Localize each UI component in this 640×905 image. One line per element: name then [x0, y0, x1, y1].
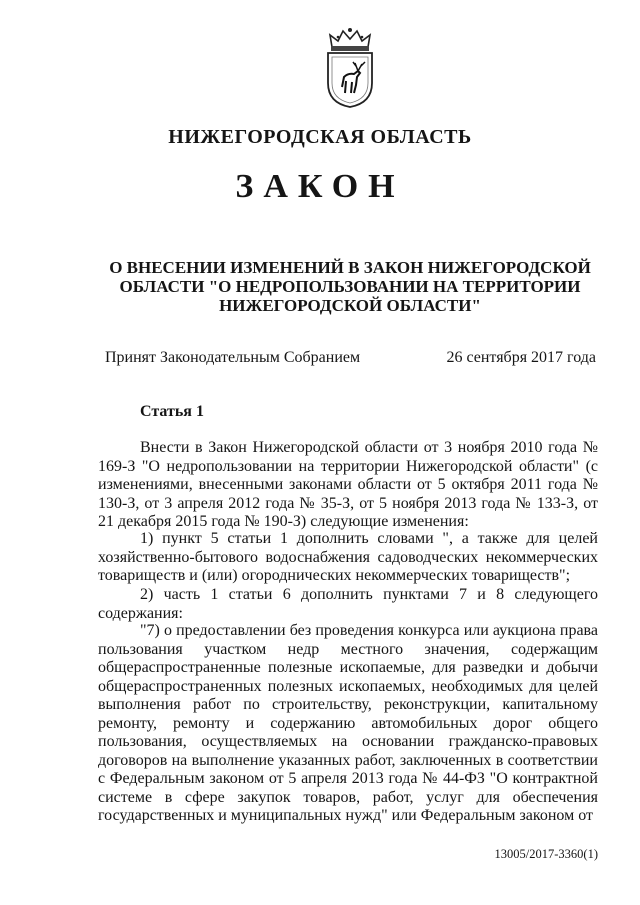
article-paragraph-item-2: 2) часть 1 статьи 6 дополнить пунктами 7 и 8 следующего содержания: [98, 586, 598, 622]
document-type: ЗАКОН [235, 168, 405, 205]
article-paragraph-clause-7: "7) о предоставлении без проведения конкурса или аукциона права пользования участком недр местного значения, содержащим общераспространенные полезные ископаемые, для разведки и добычи общераспространенных полезных ископаемых, необходимых для целей выполнения работ по строительству, реконструкции, капитальному ремонту, ремонту и содержанию автомобильных дорог общего пользования, осуществляемых на основании гражданско-правовых договоров на выполнение указанных работ, заключенных в соответствии с Федеральным законом от 5 апреля 2013 года № 44-ФЗ "О контрактной системе в сфере закупок товаров, работ, услуг для обеспечения государственных и муниципальных нужд" или Федеральным законом от [98, 622, 598, 824]
article-title: Статья 1 [140, 403, 204, 420]
document-number: 13005/2017-3360(1) [494, 847, 598, 861]
adopting-body: Принят Законодательным Собранием [105, 349, 361, 366]
article-paragraph-item-1: 1) пункт 5 статьи 1 дополнить словами ", а также для целей хозяйственно-бытового водоснабжения садоводческих некоммерческих товариществ и (или) огороднических некоммерческих товариществ"; [98, 530, 598, 584]
document-title: О ВНЕСЕНИИ ИЗМЕНЕНИЙ В ЗАКОН НИЖЕГОРОДСКОЙ ОБЛАСТИ "О НЕДРОПОЛЬЗОВАНИИ НА ТЕРРИТОРИИ НИЖЕГОРОДСКОЙ ОБЛАСТИ" [109, 258, 591, 315]
adoption-date: 26 сентября 2017 года [446, 349, 596, 366]
region-name: НИЖЕГОРОДСКАЯ ОБЛАСТЬ [168, 126, 472, 148]
article-paragraph-intro: Внести в Закон Нижегородской области от 3 ноября 2010 года № 169-З "О недропользовании на территории Нижегородской области" (с изменениями, внесенными законами области от 5 октября 2011 года № 130-З, от 3 апреля 2012 года № 35-З, от 5 ноября 2013 года № 133-З, от 21 декабря 2015 года № 190-З) следующие изменения: [98, 439, 598, 530]
coat-of-arms-icon [318, 27, 382, 109]
